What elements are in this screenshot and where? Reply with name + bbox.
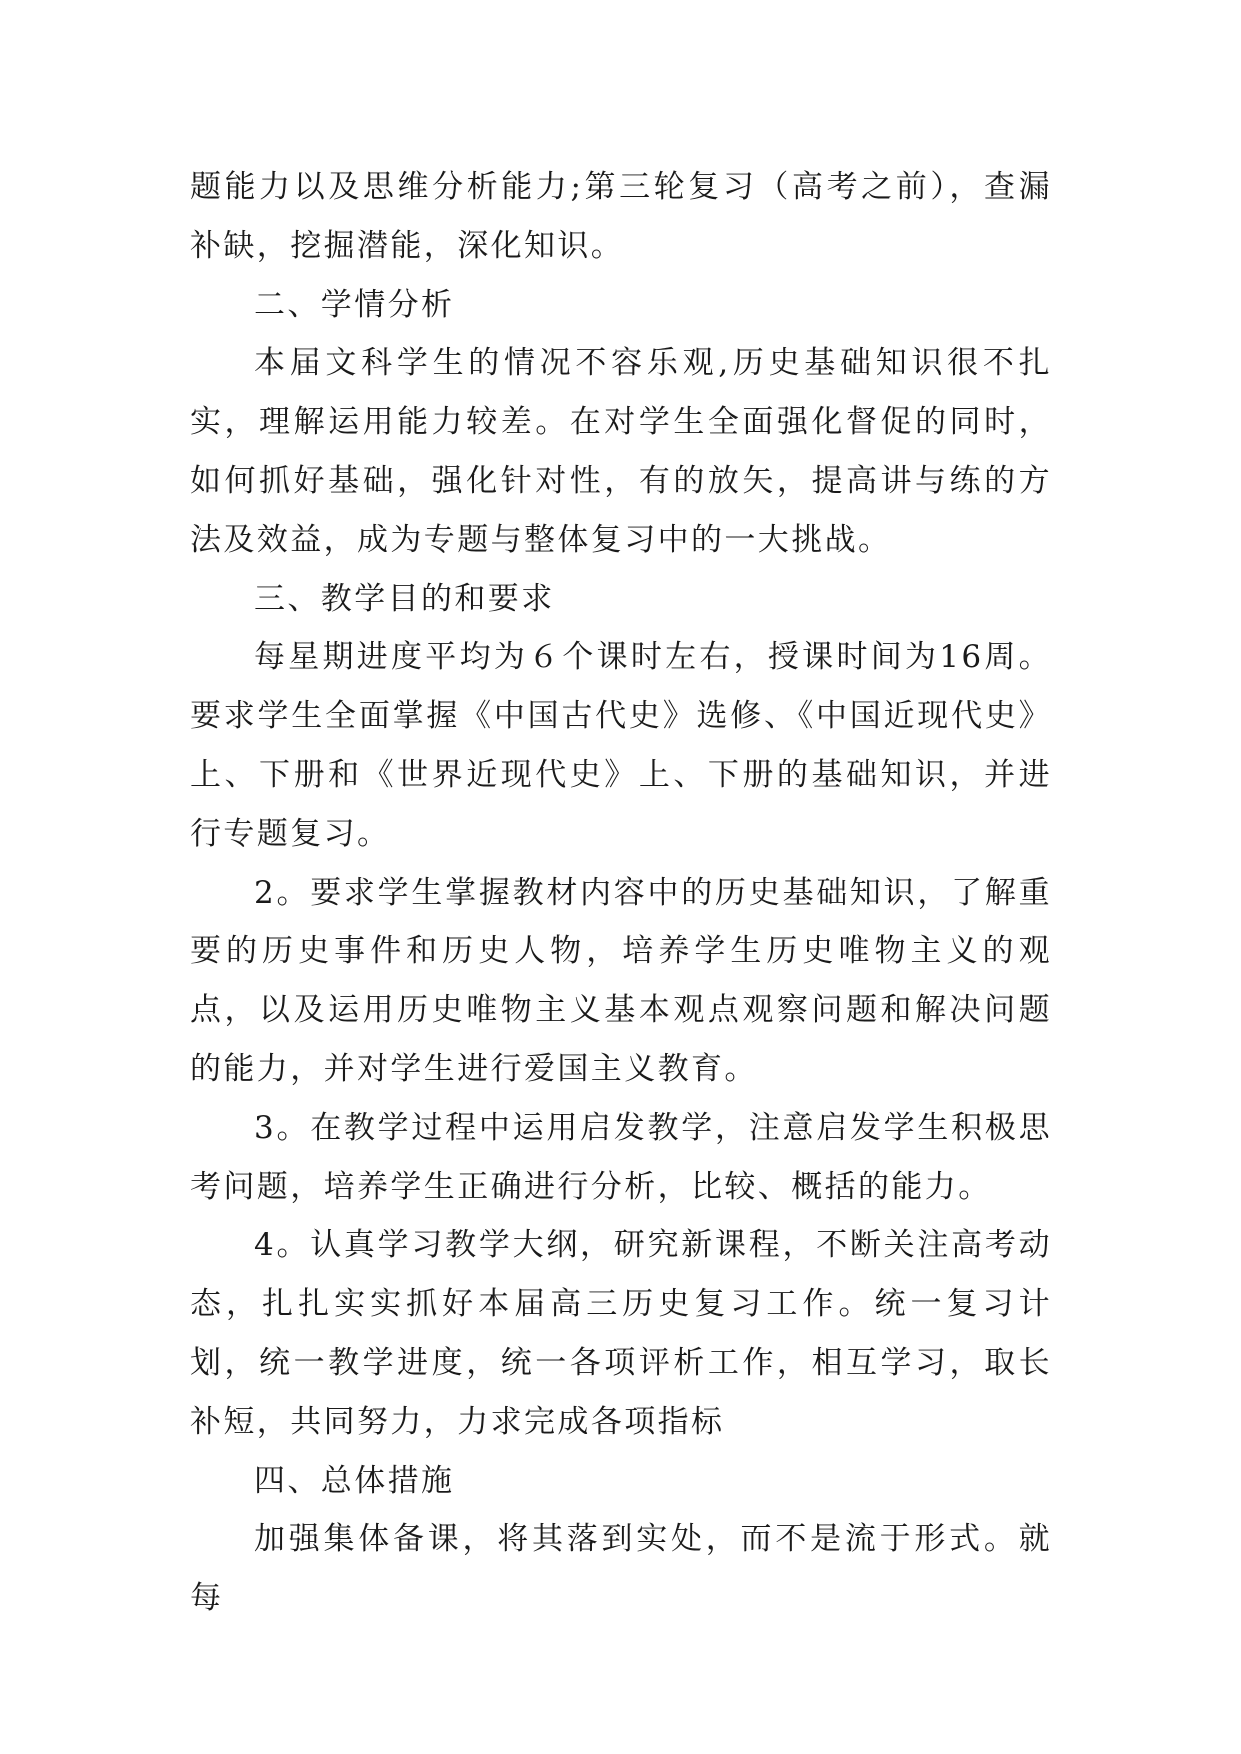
paragraph-teaching-goals-1: 每星期进度平均为６个课时左右，授课时间为16周。要求学生全面掌握《中国古代史》选修、《中国近现代史》上、下册和《世界近现代史》上、下册的基础知识，并进行专题复习。 — [190, 639, 1052, 852]
paragraph-teaching-goals-3: 3。在教学过程中运用启发教学，注意启发学生积极思考问题，培养学生正确进行分析，比较、概括的能力。 — [190, 1109, 1052, 1205]
paragraph-student-analysis: 本届文科学生的情况不容乐观,历史基础知识很不扎实，理解运用能力较差。在对学生全面强化督促的同时，如何抓好基础，强化针对性，有的放矢，提高讲与练的方法及效益，成为专题与整体复习中的一大挑战。 — [190, 345, 1052, 558]
paragraph-overall-measures: 加强集体备课，将其落到实处，而不是流于形式。就每 — [190, 1521, 1052, 1617]
paragraph-teaching-goals-2: 2。要求学生掌握教材内容中的历史基础知识，了解重要的历史事件和历史人物，培养学生历史唯物主义的观点，以及运用历史唯物主义基本观点观察问题和解决问题的能力，并对学生进行爱国主义教育。 — [190, 874, 1052, 1087]
section-heading-overall-measures: 四、总体措施 — [254, 1462, 455, 1499]
document-body — [190, 158, 1052, 1628]
paragraph-continued: 题能力以及思维分析能力;第三轮复习（高考之前），查漏补缺，挖掘潜能，深化知识。 — [190, 169, 1052, 264]
paragraph-teaching-goals-4: 4。认真学习教学大纲，研究新课程，不断关注高考动态，扎扎实实抓好本届高三历史复习工作。统一复习计划，统一教学进度，统一各项评析工作，相互学习，取长补短，共同努力，力求完成各项指标 — [190, 1227, 1052, 1440]
section-heading-student-analysis: 二、学情分析 — [254, 286, 455, 323]
section-heading-teaching-goals: 三、教学目的和要求 — [254, 580, 555, 617]
